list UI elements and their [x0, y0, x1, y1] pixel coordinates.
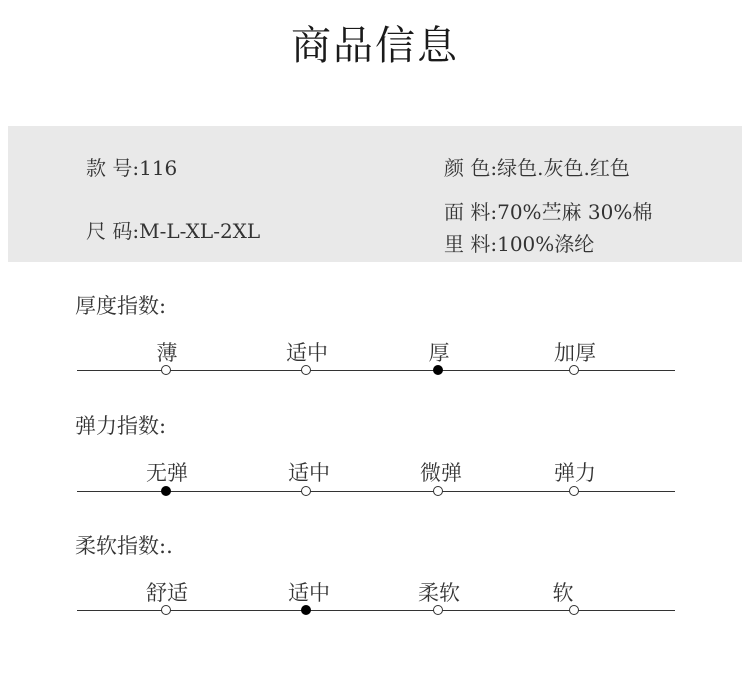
- elasticity-option-none: 无弹: [146, 461, 188, 485]
- thickness-marker-1: [301, 365, 311, 375]
- thickness-option-medium: 适中: [286, 341, 328, 365]
- softness-option-very-soft: 软: [552, 581, 574, 605]
- style-no-value: 116: [139, 156, 178, 180]
- elasticity-marker-1: [301, 486, 311, 496]
- lining-row: [444, 228, 594, 257]
- elasticity-marker-0: [161, 486, 171, 496]
- softness-marker-0: [161, 605, 171, 615]
- softness-marker-1: [301, 605, 311, 615]
- thickness-option-thin: 薄: [156, 341, 178, 365]
- size-label: 尺 码:: [86, 219, 140, 243]
- thickness-marker-2: [433, 365, 443, 375]
- softness-title: 柔软指数:.: [75, 534, 173, 558]
- thickness-option-extra-thick: 加厚: [554, 341, 596, 365]
- thickness-title: 厚度指数:: [75, 294, 167, 318]
- softness-option-medium: 适中: [288, 581, 330, 605]
- thickness-marker-3: [569, 365, 579, 375]
- style-no-label: 款 号:: [86, 156, 140, 180]
- softness-marker-2: [433, 605, 443, 615]
- color-value: 绿色.灰色.红色: [497, 156, 630, 180]
- elasticity-title: 弹力指数:: [75, 414, 167, 438]
- softness-option-comfortable: 舒适: [146, 581, 188, 605]
- fabric-label: 面 料:: [444, 200, 498, 224]
- fabric-value: 70%苎麻 30%棉: [497, 200, 653, 224]
- thickness-option-thick: 厚: [428, 341, 450, 365]
- lining-label: 里 料:: [444, 232, 498, 256]
- size-row: [86, 215, 260, 244]
- fabric-row: [444, 196, 652, 225]
- elasticity-option-medium: 适中: [288, 461, 330, 485]
- thickness-marker-0: [161, 365, 171, 375]
- elasticity-option-elastic: 弹力: [554, 461, 596, 485]
- page-title: 商品信息: [291, 23, 459, 69]
- lining-value: 100%涤纶: [497, 232, 595, 256]
- elasticity-marker-3: [569, 486, 579, 496]
- product-info-panel: [8, 126, 742, 262]
- size-value: M-L-XL-2XL: [139, 219, 261, 243]
- elasticity-marker-2: [433, 486, 443, 496]
- color-row: [444, 152, 630, 181]
- elasticity-option-slight: 微弹: [420, 461, 462, 485]
- softness-marker-3: [569, 605, 579, 615]
- softness-option-soft: 柔软: [418, 581, 460, 605]
- style-no-row: [86, 152, 177, 181]
- color-label: 颜 色:: [444, 156, 498, 180]
